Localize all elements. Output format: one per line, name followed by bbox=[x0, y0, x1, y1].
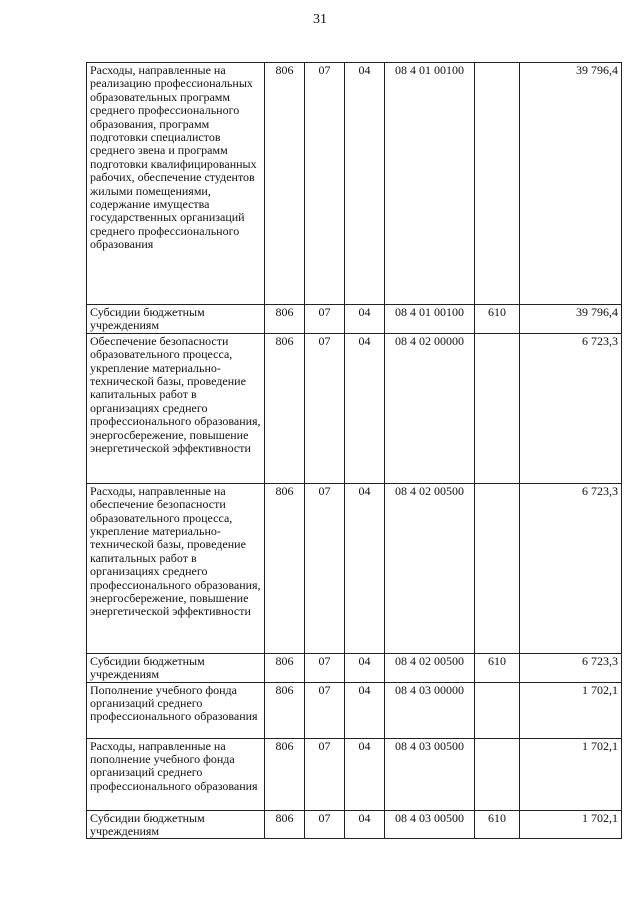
subsection-code: 04 bbox=[345, 738, 385, 810]
table-row bbox=[87, 738, 622, 810]
program-code: 08 4 02 00500 bbox=[385, 483, 475, 653]
expense-type-code bbox=[475, 483, 520, 653]
expense-type-code: 610 bbox=[475, 810, 520, 839]
section-code: 07 bbox=[305, 682, 345, 738]
expense-type-code: 610 bbox=[475, 653, 520, 682]
amount: 39 796,4 bbox=[520, 305, 622, 334]
subsection-code: 04 bbox=[345, 63, 385, 305]
ministry-code: 806 bbox=[265, 682, 305, 738]
row-description: Субсидии бюджетным учреждениям bbox=[87, 305, 265, 334]
section-code: 07 bbox=[305, 333, 345, 483]
program-code: 08 4 03 00500 bbox=[385, 810, 475, 839]
table-row bbox=[87, 682, 622, 738]
program-code: 08 4 01 00100 bbox=[385, 63, 475, 305]
table-row bbox=[87, 653, 622, 682]
table-row bbox=[87, 810, 622, 839]
ministry-code: 806 bbox=[265, 305, 305, 334]
amount: 6 723,3 bbox=[520, 333, 622, 483]
section-code: 07 bbox=[305, 63, 345, 305]
subsection-code: 04 bbox=[345, 653, 385, 682]
budget-table bbox=[86, 62, 622, 839]
row-description: Пополнение учебного фонда организаций среднего профессионального образования bbox=[87, 682, 265, 738]
subsection-code: 04 bbox=[345, 483, 385, 653]
section-code: 07 bbox=[305, 483, 345, 653]
expense-type-code bbox=[475, 738, 520, 810]
amount: 1 702,1 bbox=[520, 738, 622, 810]
amount: 39 796,4 bbox=[520, 63, 622, 305]
table-row bbox=[87, 333, 622, 483]
table-row bbox=[87, 305, 622, 334]
amount: 6 723,3 bbox=[520, 483, 622, 653]
row-description: Расходы, направленные на обеспечение безопасности образовательного процесса, укрепление материально-технической базы, проведение капитальных работ в организациях среднего профессионального образования, энергосбережение, повышение энергетической эффективности bbox=[87, 483, 265, 653]
section-code: 07 bbox=[305, 810, 345, 839]
ministry-code: 806 bbox=[265, 653, 305, 682]
section-code: 07 bbox=[305, 738, 345, 810]
ministry-code: 806 bbox=[265, 810, 305, 839]
subsection-code: 04 bbox=[345, 810, 385, 839]
ministry-code: 806 bbox=[265, 333, 305, 483]
ministry-code: 806 bbox=[265, 738, 305, 810]
row-description: Обеспечение безопасности образовательного процесса, укрепление материально-технической базы, проведение капитальных работ в организациях среднего профессионального образования, энергосбережение, повышение энергетической эффективности bbox=[87, 333, 265, 483]
row-description: Субсидии бюджетным учреждениям bbox=[87, 653, 265, 682]
row-description: Субсидии бюджетным учреждениям bbox=[87, 810, 265, 839]
ministry-code: 806 bbox=[265, 483, 305, 653]
table-row bbox=[87, 483, 622, 653]
subsection-code: 04 bbox=[345, 333, 385, 483]
page-number: 31 bbox=[313, 12, 327, 27]
subsection-code: 04 bbox=[345, 305, 385, 334]
ministry-code: 806 bbox=[265, 63, 305, 305]
program-code: 08 4 02 00500 bbox=[385, 653, 475, 682]
expense-type-code bbox=[475, 333, 520, 483]
program-code: 08 4 03 00500 bbox=[385, 738, 475, 810]
amount: 1 702,1 bbox=[520, 682, 622, 738]
section-code: 07 bbox=[305, 653, 345, 682]
section-code: 07 bbox=[305, 305, 345, 334]
program-code: 08 4 01 00100 bbox=[385, 305, 475, 334]
subsection-code: 04 bbox=[345, 682, 385, 738]
amount: 6 723,3 bbox=[520, 653, 622, 682]
expense-type-code bbox=[475, 63, 520, 305]
amount: 1 702,1 bbox=[520, 810, 622, 839]
program-code: 08 4 03 00000 bbox=[385, 682, 475, 738]
program-code: 08 4 02 00000 bbox=[385, 333, 475, 483]
row-description: Расходы, направленные на реализацию профессиональных образовательных программ среднего профессионального образования, программ подготовки специалистов среднего звена и программ подготовки квалифицированных рабочих, обеспечение студентов жилыми помещениями, содержание имущества государственных организаций среднего профессионального образования bbox=[87, 63, 265, 305]
expense-type-code bbox=[475, 682, 520, 738]
expense-type-code: 610 bbox=[475, 305, 520, 334]
table-row bbox=[87, 63, 622, 305]
row-description: Расходы, направленные на пополнение учебного фонда организаций среднего профессионального образования bbox=[87, 738, 265, 810]
